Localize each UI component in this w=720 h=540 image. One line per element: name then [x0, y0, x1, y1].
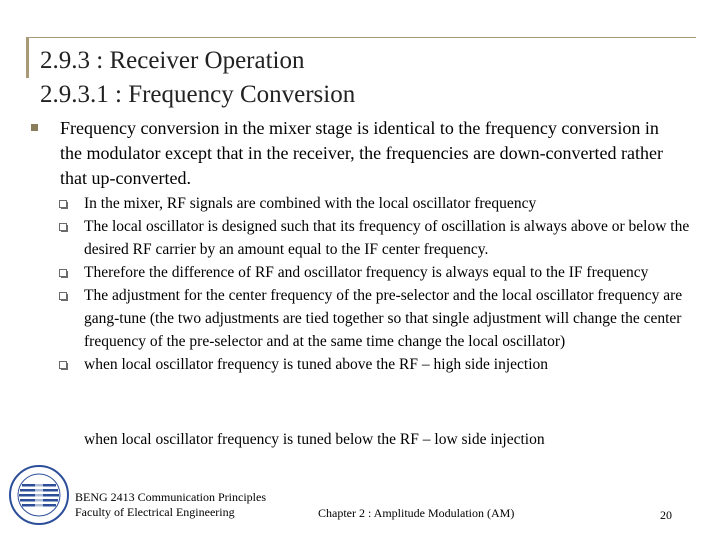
square-bullet-icon	[31, 124, 38, 131]
sub-bullet-item	[84, 284, 699, 353]
sub-bullet-item	[84, 261, 699, 284]
sub-bullet-item	[84, 353, 699, 376]
continuation-line: when local oscillator frequency is tuned below the RF – low side injection	[84, 431, 545, 448]
hollow-square-bullet-icon	[59, 292, 67, 300]
title-frame-left-rule	[26, 37, 29, 78]
hollow-square-bullet-icon	[59, 223, 67, 231]
university-logo	[8, 464, 70, 526]
hollow-square-bullet-icon	[59, 269, 67, 277]
sub-bullet-item	[84, 215, 699, 261]
sub-bullet-text: The adjustment for the center frequency of the pre-selector and the local oscillator frequency are gang-tune (the two adjustments are tied together so that single adjustment will change the center frequency of the pre-selector and at the same time change the local oscillator)	[84, 287, 683, 350]
hollow-square-bullet-icon	[59, 361, 67, 369]
sub-bullet-text: Therefore the difference of RF and oscillator frequency is always equal to the IF frequency	[84, 264, 649, 281]
footer-course-info	[75, 490, 266, 520]
slide-title	[40, 44, 355, 112]
sub-bullet-list	[84, 192, 699, 376]
title-line-2: 2.9.3.1 : Frequency Conversion	[40, 81, 356, 108]
footer-faculty: Faculty of Electrical Engineering	[75, 505, 235, 519]
sub-bullet-text: when local oscillator frequency is tuned above the RF – high side injection	[84, 356, 549, 373]
footer-chapter: Chapter 2 : Amplitude Modulation (AM)	[318, 506, 515, 520]
title-line-1: 2.9.3 : Receiver Operation	[40, 47, 305, 74]
sub-bullet-text: The local oscillator is designed such that its frequency of oscillation is always above or below the desired RF carrier by an amount equal to the IF center frequency.	[84, 218, 690, 258]
page-number: 20	[660, 508, 672, 522]
hollow-square-bullet-icon	[59, 200, 67, 208]
footer-course: BENG 2413 Communication Principles	[75, 490, 266, 504]
main-bullet-text: Frequency conversion in the mixer stage is identical to the frequency conversion in the modulator except that in the receiver, the frequencies are down-converted rather that up-converted.	[60, 118, 663, 188]
sub-bullet-item	[84, 192, 699, 215]
sub-bullet-text: In the mixer, RF signals are combined with the local oscillator frequency	[84, 195, 537, 212]
title-frame-top-rule	[26, 37, 696, 38]
